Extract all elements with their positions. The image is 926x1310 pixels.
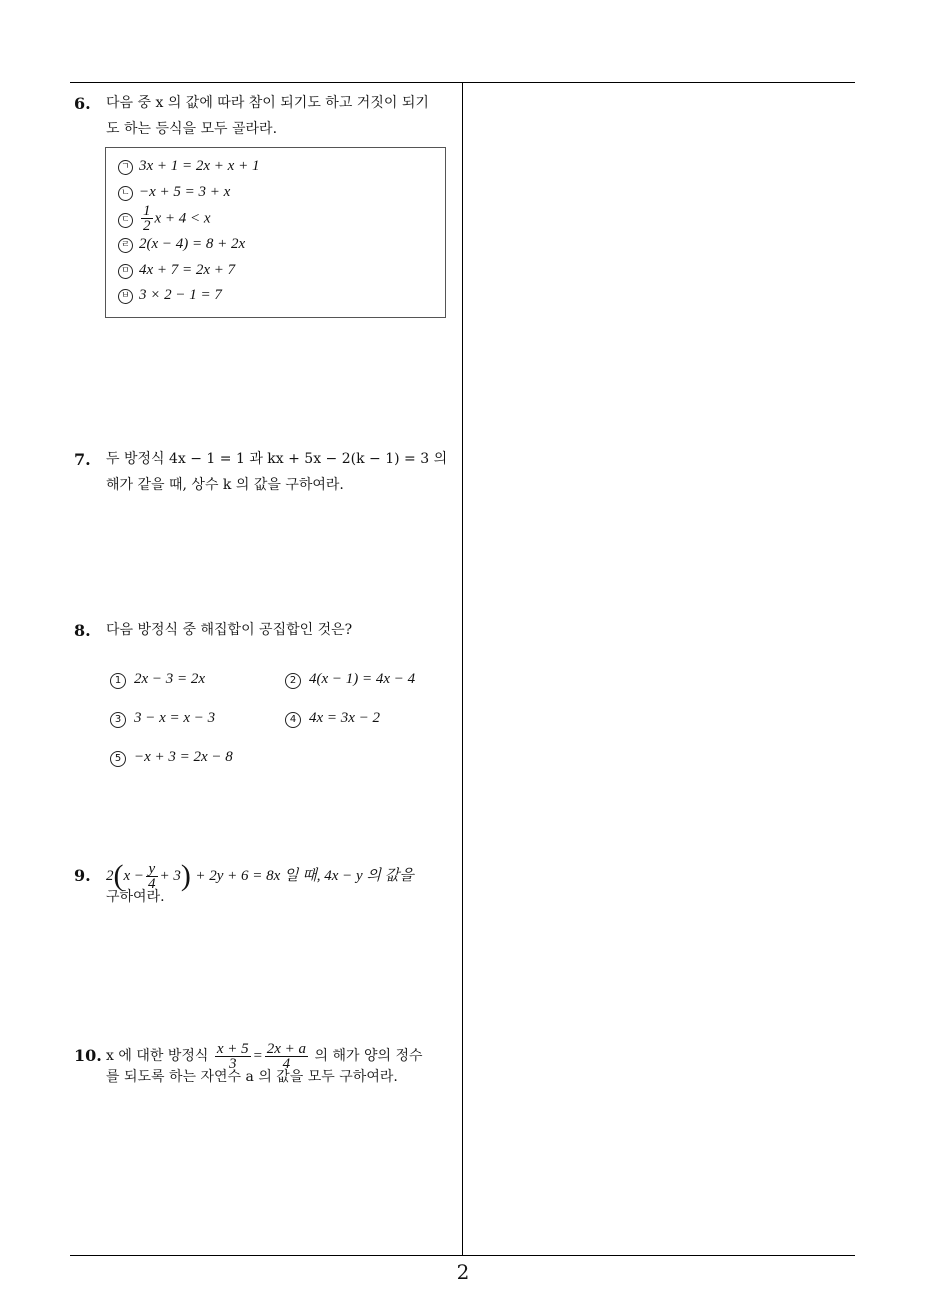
q6-line1: 다음 중 x 의 값에 따라 참이 되기도 하고 거짓이 되기: [106, 95, 429, 111]
q8-line1: 다음 방정식 중 해집합이 공집합인 것은?: [106, 622, 353, 638]
q6-fraction: [141, 204, 153, 233]
frac-numerator: 2x + a: [266, 1040, 307, 1057]
q10-text: [106, 1036, 458, 1090]
circled-number-icon: 1: [110, 673, 126, 689]
q6-item-expr: 3x + 1 = 2x + x + 1: [139, 158, 260, 174]
frac-numerator: x + 5: [216, 1040, 249, 1057]
q10-rest: 의 해가 양의 정수: [314, 1048, 423, 1064]
q6-item: [118, 184, 230, 201]
q9-rest: + 2y + 6 = 8x 일 때, 4x − y 의 값을: [195, 868, 414, 884]
page-number: 2: [456, 1260, 470, 1284]
q9-text: [106, 856, 458, 910]
frac-denominator: 4: [282, 1055, 291, 1072]
q10-number: 10.: [74, 1046, 102, 1065]
q6-item-expr: 2(x − 4) = 8 + 2x: [139, 236, 246, 252]
q8-choice: [110, 710, 215, 728]
q7-line1: 두 방정식 4x − 1 = 1 과 kx + 5x − 2(k − 1) = 3 의: [106, 451, 448, 467]
q9-lead: 2: [106, 868, 114, 884]
q8-choice-expr: 2x − 3 = 2x: [134, 671, 206, 687]
bottom-rule: [70, 1255, 855, 1256]
frac-denominator: 2: [143, 218, 151, 234]
q6-item: [118, 236, 245, 253]
q10-lead: x 에 대한 방정식: [106, 1048, 209, 1064]
circled-number-icon: 2: [285, 673, 301, 689]
q6-text: [106, 90, 456, 142]
circled-mark-icon: ㄹ: [118, 238, 133, 253]
q8-choice: [110, 749, 233, 767]
q6-item: [118, 204, 211, 233]
frac-denominator: 3: [228, 1055, 237, 1072]
q6-choice-box: [105, 147, 446, 318]
circled-number-icon: 5: [110, 751, 126, 767]
q7-line2: 해가 같을 때, 상수 k 의 값을 구하여라.: [106, 477, 344, 493]
q6-item-expr: x + 4 < x: [154, 210, 211, 227]
q8-number: 8.: [74, 621, 91, 640]
q6-item-expr: 4x + 7 = 2x + 7: [139, 262, 236, 278]
frac-denominator: 4: [148, 875, 156, 892]
q9-inner-b: + 3: [159, 868, 181, 884]
q7-number: 7.: [74, 450, 91, 469]
q6-number: 6.: [74, 94, 91, 113]
column-divider: [462, 83, 463, 1255]
q10-line2: 를 되도록 하는 자연수 a 의 값을 모두 구하여라.: [106, 1069, 398, 1085]
circled-mark-icon: ㅁ: [118, 264, 133, 279]
q8-choice: [285, 671, 415, 689]
q6-item-expr: 3 × 2 − 1 = 7: [139, 287, 222, 303]
q6-item: [118, 158, 259, 175]
q8-choice-expr: 3 − x = x − 3: [134, 710, 216, 726]
q6-item-expr: −x + 5 = 3 + x: [139, 184, 231, 200]
q8-choice: [285, 710, 380, 728]
circled-number-icon: 4: [285, 712, 301, 728]
q8-choice: [110, 671, 205, 689]
q7-text: [106, 446, 458, 498]
circled-mark-icon: ㅂ: [118, 289, 133, 304]
frac-numerator: y: [146, 862, 158, 877]
q6-line2: 도 하는 등식을 모두 골라라.: [106, 121, 278, 137]
right-paren: ): [180, 859, 191, 892]
q8-choice-expr: 4x = 3x − 2: [309, 710, 381, 726]
q9-line2: 구하여라.: [106, 889, 165, 905]
q10-eq: =: [252, 1048, 263, 1064]
q8-choice-expr: 4(x − 1) = 4x − 4: [309, 671, 416, 687]
q6-item: [118, 262, 235, 279]
q6-item: [118, 287, 222, 304]
left-paren: (: [113, 859, 124, 892]
circled-mark-icon: ㄴ: [118, 186, 133, 201]
q8-choice-expr: −x + 3 = 2x − 8: [134, 749, 233, 765]
circled-mark-icon: ㄱ: [118, 160, 133, 175]
q9-inner-a: x −: [123, 868, 145, 884]
circled-mark-icon: ㄷ: [118, 213, 133, 228]
circled-number-icon: 3: [110, 712, 126, 728]
q9-number: 9.: [74, 866, 91, 885]
frac-numerator: 1: [143, 203, 151, 219]
